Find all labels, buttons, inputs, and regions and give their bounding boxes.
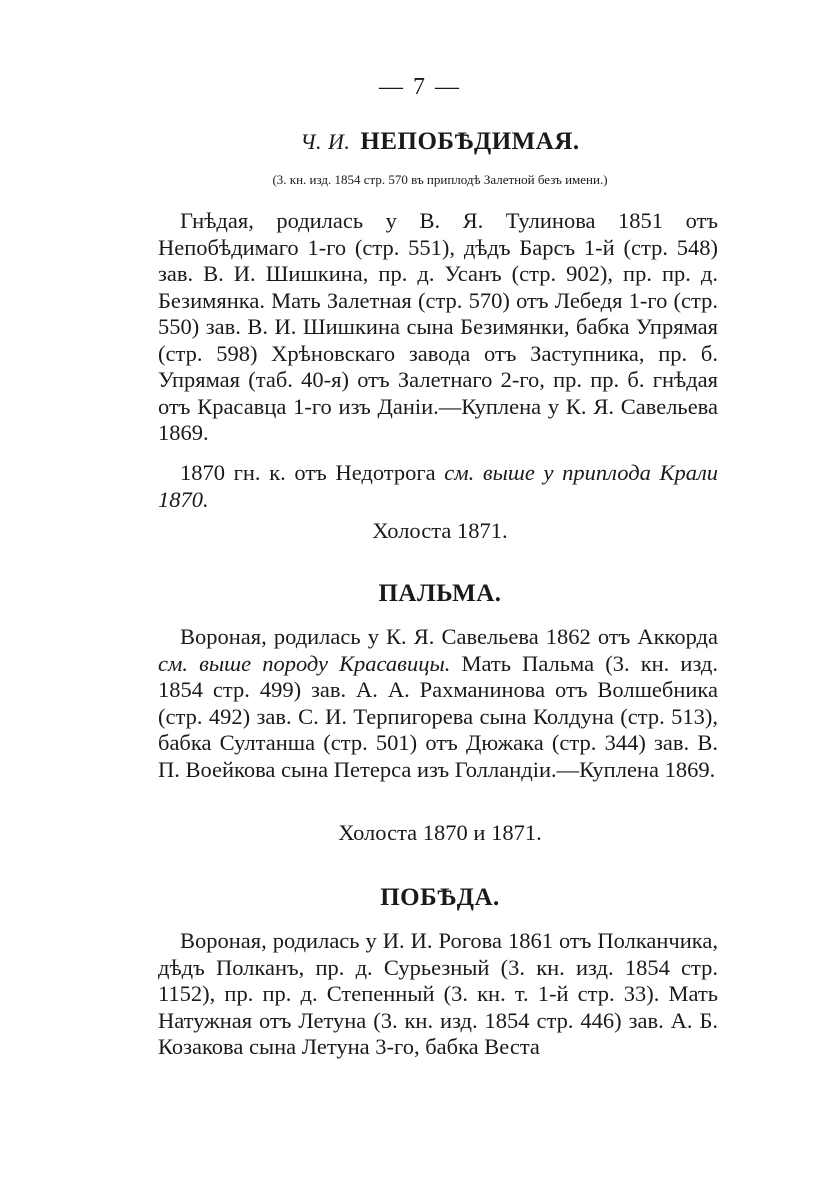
entry-paragraph-2 [158, 624, 718, 783]
foal-record-reference: см. выше у приплода Крали 1870. [158, 460, 719, 512]
paragraph-text: Мать Пальма (3. кн. изд. 1854 стр. 499) зав. А. А. Рахманинова отъ Волшебника (стр. 492) зав. С. И. Терпигорева сына Колдуна (стр. 513), бабка Султанша (стр. 501) отъ Дюжака (стр. 344) зав. В. П. Воейкова сына Петерса изъ Голландіи.—Куплена 1869. [158, 650, 719, 782]
page-number: — 7 — [379, 74, 461, 100]
status-line-2: Холоста 1870 и 1871. [338, 820, 542, 845]
entry-title-3: ПОБѢДА. [380, 884, 500, 911]
paragraph-text: Вороная, родилась у К. Я. Савельева 1862 отъ Аккорда [180, 624, 718, 649]
foal-record-text: 1870 гн. к. отъ Недотрога [180, 460, 436, 485]
entry-title-1 [0, 128, 840, 156]
entry-name: НЕПОБѢДИМАЯ. [360, 128, 580, 155]
entry-paragraph-1: Гнѣдая, родилась у В. Я. Тулинова 1851 отъ Непобѣдимаго 1-го (стр. 551), дѣдъ Барсъ 1-й (стр. 548) зав. В. И. Шишкина, пр. д. Усанъ (стр. 902), пр. пр. д. Безимянка. Мать Залетная (стр. 570) отъ Лебедя 1-го (стр. 550) зав. В. И. Шишкина сына Безимянки, бабка Упрямая (стр. 598) Хрѣновскаго завода отъ Заступника, пр. б. Упрямая (таб. 40-я) отъ Залетнаго 2-го, пр. пр. б. гнѣдая отъ Красавца 1-го изъ Даніи.—Куплена у К. Я. Савельева 1869. [158, 208, 718, 445]
entry-title-2: ПАЛЬМА. [378, 580, 502, 607]
entry-paragraph-3: Вороная, родилась у И. И. Рогова 1861 отъ Полканчика, дѣдъ Полканъ, пр. д. Сурьезный (3. кн. изд. 1854 стр. 1152), пр. пр. д. Степенный (3. кн. т. 1-й стр. 33). Мать Натужная отъ Летуна (3. кн. изд. 1854 стр. 446) зав. А. Б. Козакова сына Летуна 3-го, бабка Веста [158, 928, 718, 1059]
source-note: (3. кн. изд. 1854 стр. 570 въ приплодѣ Залетной безъ имени.) [272, 172, 608, 187]
status-line-1: Холоста 1871. [372, 518, 508, 543]
foal-record-1 [158, 460, 718, 513]
paragraph-reference: см. выше породу Красавицы. [158, 650, 451, 676]
entry-prefix: Ч. И. [300, 129, 351, 154]
